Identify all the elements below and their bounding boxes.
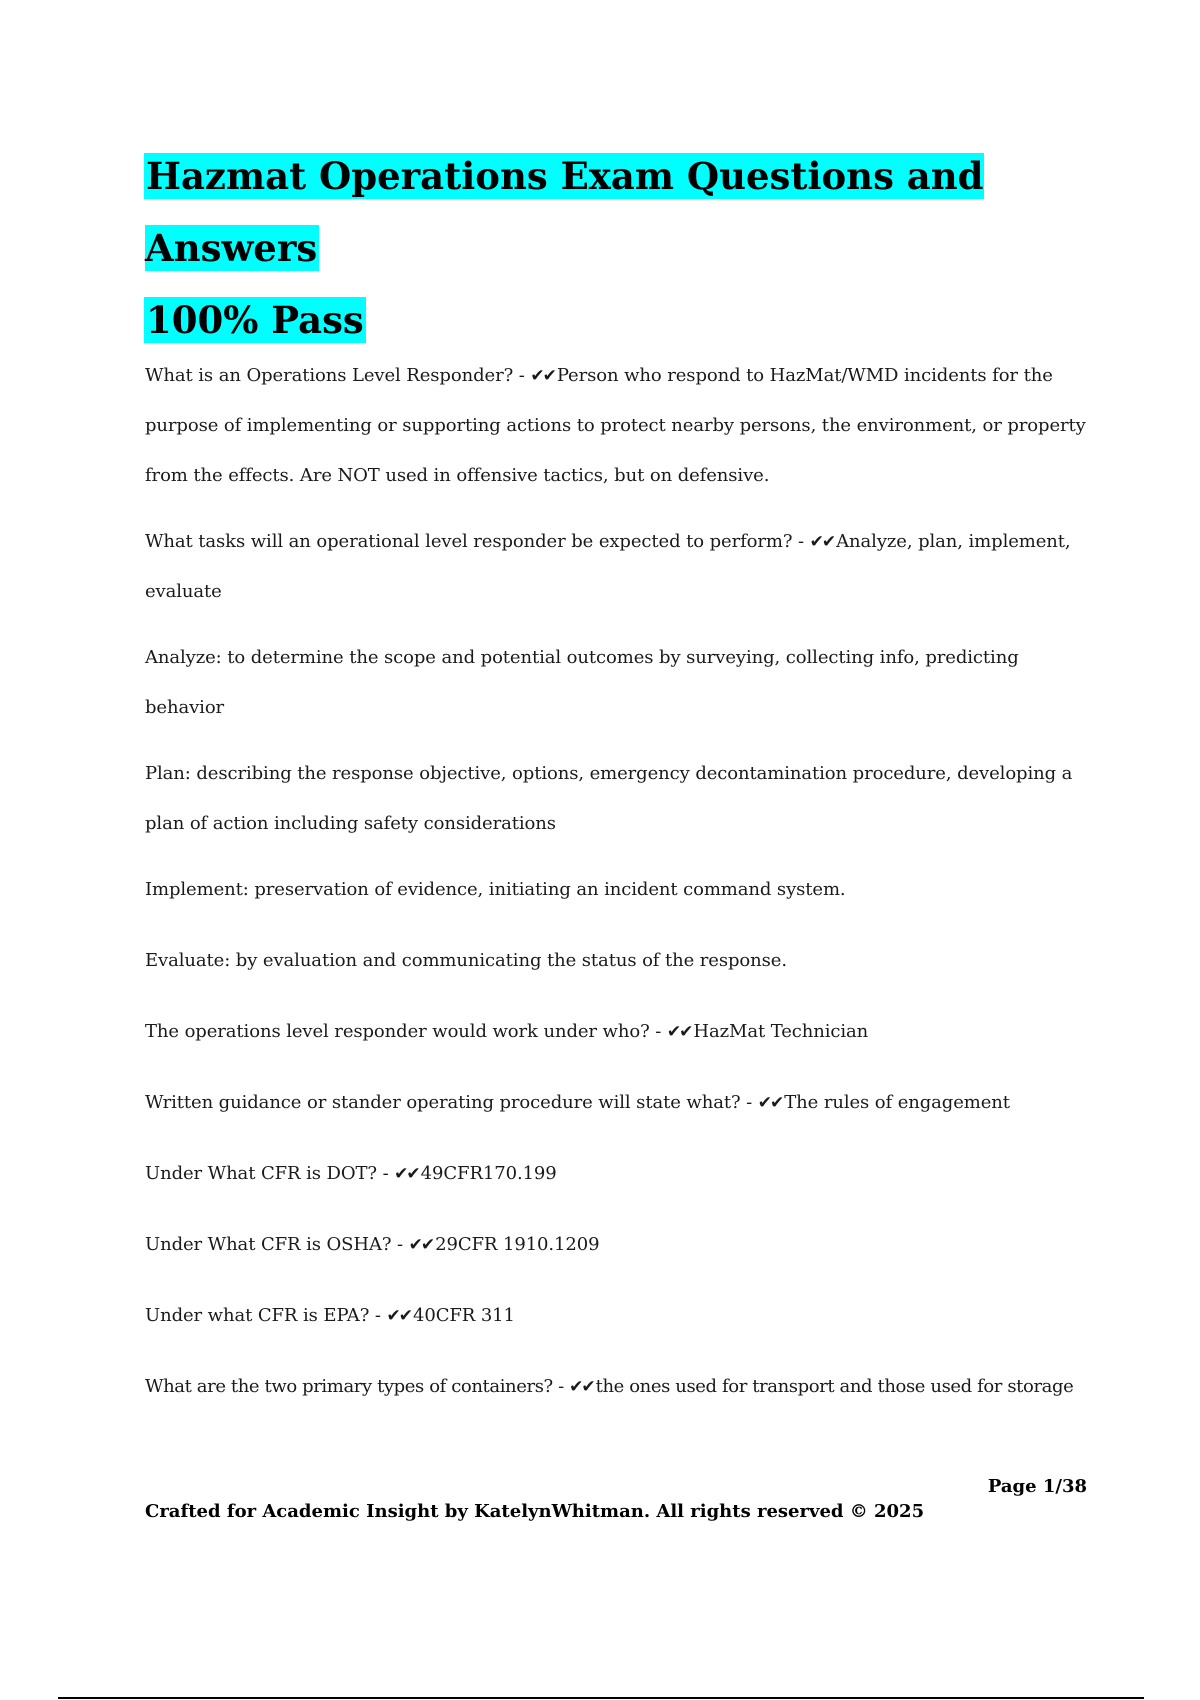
page-number: Page 1/38 <box>987 1476 1087 1497</box>
qa-item <box>145 1362 1090 1412</box>
qa-item <box>145 1078 1090 1128</box>
paragraph-plan: Plan: describing the response objective, options, emergency decontamination procedure, developing a plan of action including safety considerations <box>145 763 1073 834</box>
title-line-2: 100% Pass <box>146 298 364 342</box>
title-line-1: Hazmat Operations Exam Questions and Answers <box>145 154 984 270</box>
qa-item <box>145 1291 1090 1341</box>
qa-item <box>145 1007 1090 1057</box>
question-text: The operations level responder would work under who? - <box>145 1021 667 1042</box>
double-check-icon: ✔✔ <box>386 1306 411 1326</box>
page-bottom-divider <box>58 1697 1144 1699</box>
qa-item <box>145 1149 1090 1199</box>
answer-text: The rules of engagement <box>784 1092 1010 1113</box>
answer-text: Person who respond to HazMat/WMD incidents for the purpose of implementing or supporting actions to protect nearby persons, the environment, or property from the effects. Are NOT used in offensive tactics, but on defensive. <box>145 365 1086 486</box>
double-check-icon: ✔✔ <box>408 1235 434 1255</box>
qa-item <box>145 351 1090 501</box>
answer-text: 29CFR 1910.1209 <box>435 1234 600 1255</box>
double-check-icon: ✔✔ <box>394 1164 419 1184</box>
answer-text: the ones used for transport and those used for storage <box>595 1376 1074 1397</box>
qa-item <box>145 1220 1090 1270</box>
question-text: What tasks will an operational level responder be expected to perform? - <box>145 531 810 552</box>
copyright-credit: Crafted for Academic Insight by KatelynWhitman. All rights reserved © 2025 <box>145 1501 925 1522</box>
qa-item <box>145 517 1090 617</box>
double-check-icon: ✔✔ <box>530 366 555 386</box>
question-text: Under What CFR is OSHA? - <box>145 1234 409 1255</box>
question-text: What is an Operations Level Responder? - <box>145 365 531 386</box>
question-text: Written guidance or stander operating procedure will state what? - <box>145 1092 758 1113</box>
answer-text: Analyze, plan, implement, evaluate <box>145 531 1071 602</box>
paragraph-implement: Implement: preservation of evidence, initiating an incident command system. <box>145 879 846 900</box>
question-text: What are the two primary types of containers? - <box>145 1376 570 1397</box>
document-body <box>145 351 1090 1433</box>
double-check-icon: ✔✔ <box>569 1377 594 1397</box>
document-title <box>145 140 1085 356</box>
paragraph-analyze: Analyze: to determine the scope and potential outcomes by surveying, collecting info, predicting behavior <box>145 647 1019 718</box>
double-check-icon: ✔✔ <box>809 532 835 552</box>
answer-text: 40CFR 311 <box>412 1305 515 1326</box>
answer-text: HazMat Technician <box>693 1021 869 1042</box>
double-check-icon: ✔✔ <box>757 1093 783 1113</box>
question-text: Under What CFR is DOT? - <box>145 1163 395 1184</box>
question-text: Under what CFR is EPA? - <box>145 1305 387 1326</box>
paragraph-evaluate: Evaluate: by evaluation and communicating the status of the response. <box>145 950 787 971</box>
double-check-icon: ✔✔ <box>666 1022 692 1042</box>
answer-text: 49CFR170.199 <box>420 1163 557 1184</box>
